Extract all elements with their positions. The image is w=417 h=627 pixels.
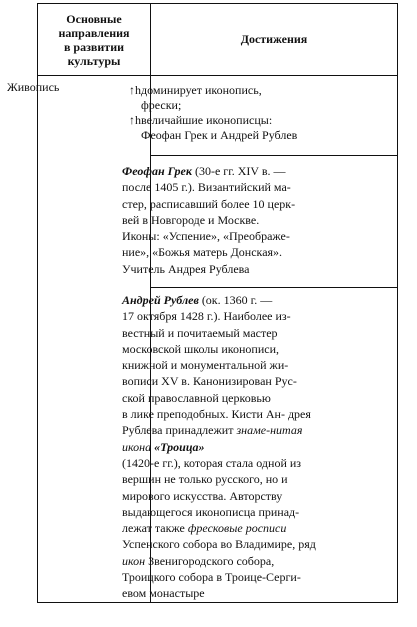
rublev-text: мирового искусства. Авторству: [122, 488, 283, 503]
rublev-text: московской школы иконописи,: [122, 341, 280, 356]
feofan-text: стер, расписавший более 10 церк-: [122, 196, 296, 211]
rublev-text: вершин не только русского, но и: [122, 472, 288, 487]
feofan-text: Учитель Андрея Рублева: [122, 261, 250, 276]
rublev-text: ской православной церковью: [122, 390, 271, 405]
feofan-text: Иконы: «Успение», «Преображе-: [122, 229, 290, 244]
feofan-text: ние», «Божья матерь Донская».: [122, 245, 283, 260]
summary-line: hдоминирует иконопись,: [135, 83, 262, 97]
rublev-italic: икона: [122, 439, 155, 454]
rublev-text: лежат также: [122, 521, 188, 536]
rublev-text: в лике преподобных. Кисти Ан- дрея: [122, 407, 311, 422]
rublev-italic: фресковые росписи: [187, 521, 287, 536]
rublev-text: книжной и монументальной жи-: [122, 358, 289, 373]
row-divider-2: [150, 287, 397, 288]
rublev-italic: знаме-нитая: [236, 423, 303, 438]
header-achievements: Достижения: [240, 32, 308, 46]
feofan-text: после 1405 г.). Византийский ма-: [122, 180, 291, 195]
rublev-text: Рублева принадлежит: [122, 423, 237, 438]
rublev-text: 17 октября 1428 г.). Наиболее из-: [122, 309, 291, 324]
rublev-name: Андрей Рублев: [122, 293, 199, 307]
rublev-text: выдающегося иконописца принад-: [122, 504, 300, 519]
feofan-text: вей в Новгороде и Москве.: [122, 212, 260, 227]
feofan-text: (30-е гг. XIV в. —: [191, 164, 286, 178]
header-directions-line: направления: [58, 25, 130, 40]
rublev-cell: [122, 292, 357, 602]
summary-cell: [129, 83, 359, 143]
rublev-text: вестный и почитаемый мастер: [122, 325, 278, 340]
header-directions-line: в развитии: [63, 39, 125, 54]
direction-painting: Живопись: [7, 80, 60, 94]
row-divider-1: [150, 155, 397, 156]
rublev-text: Троицкого собора в Троице-Серги-: [122, 570, 301, 585]
rublev-text: евом монастыре: [122, 586, 205, 601]
trinity-title: «Троица»: [154, 439, 205, 454]
feofan-name: Феофан Грек: [122, 164, 192, 178]
summary-line: Феофан Грек и Андрей Рублев: [141, 128, 298, 142]
arrow-up-icon: ↑: [129, 83, 135, 97]
rublev-text: (1420-е гг.), которая стала одной из: [122, 455, 302, 470]
feofan-cell: [122, 163, 357, 277]
header-divider: [38, 75, 397, 76]
rublev-text: вописи XV в. Канонизирован Рус-: [122, 374, 297, 389]
rublev-text: (ок. 1360 г. —: [198, 293, 273, 307]
rublev-italic: икон: [122, 553, 146, 568]
arrow-up-icon: ↑: [129, 113, 135, 127]
header-directions-line: Основные: [66, 11, 122, 26]
header-directions-line: культуры: [67, 53, 121, 68]
rublev-text: Успенского собора во Владимире, ряд: [122, 537, 316, 552]
rublev-text: Звенигородского собора,: [145, 553, 275, 568]
summary-line: hвеличайшие иконописцы:: [135, 113, 273, 127]
summary-line: фрески;: [141, 98, 182, 112]
header-directions: [38, 4, 150, 75]
